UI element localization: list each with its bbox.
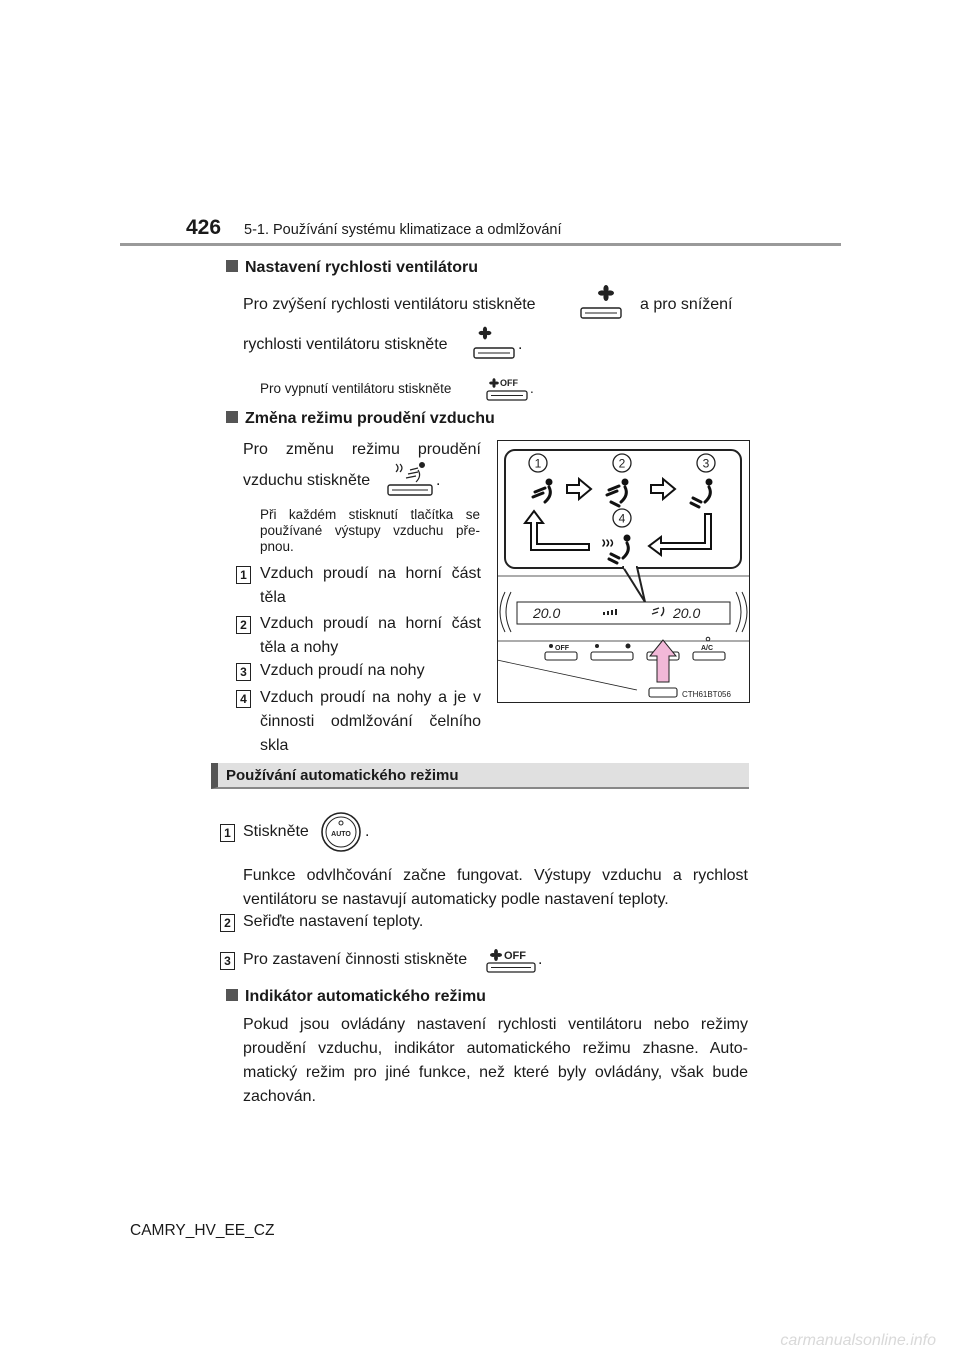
- square-bullet-icon: [226, 989, 238, 1001]
- fan-speed-heading: Nastavení rychlosti ventilátoru: [226, 259, 478, 277]
- step-3-text: Pro zastavení činnosti stiskněte: [243, 951, 468, 968]
- mode-1-number: 1: [236, 566, 251, 584]
- auto-mode-banner: Používání automatického režimu: [211, 763, 749, 789]
- airflow-text2: vzduchu stiskněte: [243, 472, 371, 489]
- square-bullet-icon: [226, 260, 238, 272]
- mode-3-number: 3: [236, 663, 251, 681]
- panel-ac-label: A/C: [701, 645, 714, 652]
- indicator-text: Pokud jsou ovládány nastavení rychlosti ventilátoru nebo režimy proudění vzduchu, indikátor automatického režimu zhasne. Auto-matický režim pro jiné funkce, než které byly ovládány, však bude zachován.: [243, 1016, 748, 1105]
- airflow-text1: Pro změnu režimu proudění: [243, 441, 481, 458]
- step-3-end: .: [538, 951, 543, 968]
- step-2-number: 2: [220, 914, 235, 932]
- display-temp-right: 20.0: [673, 605, 701, 621]
- square-bullet-icon: [226, 411, 238, 423]
- airflow-mode-figure: [497, 440, 750, 703]
- fan-speed-line1: Pro zvýšení rychlosti ventilátoru stiskněte: [243, 296, 536, 313]
- fan-speed-line1b: a pro snížení: [640, 296, 733, 313]
- panel-off-label: OFF: [555, 645, 569, 652]
- display-temp-left: 20.0: [533, 605, 561, 621]
- mode-2-number: 2: [236, 616, 251, 634]
- figure-callout-3: 3: [702, 456, 710, 471]
- section-title: 5-1. Používání systému klimatizace a odmlžování: [244, 222, 562, 238]
- off-button-icon: [482, 944, 543, 974]
- fan-speed-line2b: .: [518, 336, 523, 353]
- auto-button-icon: [320, 811, 362, 853]
- airflow-mode-button-icon: [382, 460, 436, 498]
- indicator-heading: Indikátor automatického režimu: [226, 988, 486, 1006]
- airflow-note: Při každém stisknutí tlačítka se používané výstupy vzduchu pře-pnou.: [260, 507, 480, 554]
- mode-3-text: Vzduch proudí na nohy: [260, 662, 425, 679]
- fan-off-label: OFF: [500, 378, 518, 388]
- step-1-detail: Funkce odvlhčování začne fungovat. Výstupy vzduchu a rychlost ventilátoru se nastavují automaticky podle nastavení teploty.: [243, 867, 748, 908]
- airflow-heading: Změna režimu proudění vzduchu: [226, 410, 495, 428]
- mode-4-number: 4: [236, 690, 251, 708]
- step-2-text: Seřiďte nastavení teploty.: [243, 913, 424, 930]
- mode-2-text: Vzduch proudí na horní část těla a nohy: [260, 615, 481, 656]
- doc-code: CAMRY_HV_EE_CZ: [130, 1222, 275, 1239]
- figure-code: CTH61BT056: [682, 690, 731, 699]
- step-3-number: 3: [220, 952, 235, 970]
- airflow-text2-end: .: [436, 472, 441, 489]
- step-1-text: Stiskněte: [243, 823, 309, 840]
- auto-button-label: AUTO: [331, 831, 351, 838]
- mode-4-text: Vzduch proudí na nohy a je v činnosti odmlžování čelního skla: [260, 689, 481, 754]
- off-button-label: OFF: [504, 950, 526, 962]
- watermark: carmanualsonline.info: [780, 1332, 936, 1349]
- fan-off-note-end: .: [530, 381, 534, 396]
- step-1-end: .: [365, 823, 370, 840]
- figure-callout-1: 1: [534, 456, 542, 471]
- fan-off-note: Pro vypnutí ventilátoru stiskněte: [260, 381, 452, 396]
- page-number: 426: [186, 216, 222, 239]
- fan-off-button-icon: [484, 374, 530, 404]
- fan-speed-line2: rychlosti ventilátoru stiskněte: [243, 336, 448, 353]
- fan-up-button-icon: [577, 284, 623, 322]
- figure-callout-2: 2: [618, 456, 626, 471]
- step-1-number: 1: [220, 824, 235, 842]
- header-rule: [120, 243, 841, 246]
- figure-callout-4: 4: [618, 511, 626, 526]
- mode-1-text: Vzduch proudí na horní část těla: [260, 565, 481, 606]
- fan-down-button-icon: [470, 324, 516, 362]
